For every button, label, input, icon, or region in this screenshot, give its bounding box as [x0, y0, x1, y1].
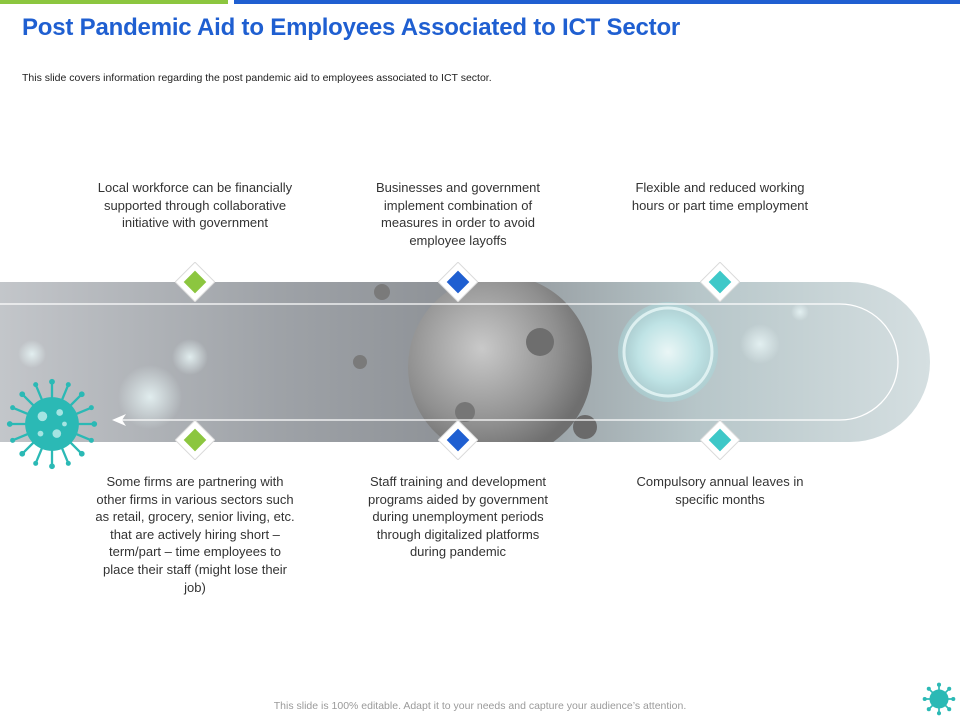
bottom-marker-teal-diamond [700, 420, 740, 460]
top-item-1-text: Local workforce can be financially supported through collaborative initiative with government [97, 180, 293, 231]
page-subtitle: This slide covers information regarding the post pandemic aid to employees associated to ICT sector. [22, 72, 492, 84]
top-item-3-text: Flexible and reduced working hours or part time employment [631, 180, 809, 213]
bottom-item-2-text: Staff training and development programs aided by government during unemployment periods through digitalized platforms during pandemic [368, 474, 548, 560]
page-title: Post Pandemic Aid to Employees Associated to ICT Sector [22, 14, 681, 41]
virus-image-band [0, 282, 930, 442]
top-accent-bar-green [0, 0, 228, 4]
footer-note: This slide is 100% editable. Adapt it to your needs and capture your audience’s attention. [273, 700, 687, 712]
arrow-left-icon [112, 414, 130, 426]
band-graphic [0, 282, 930, 442]
top-item-2-text: Businesses and government implement combination of measures in order to avoid employee layoffs [375, 180, 541, 248]
top-marker-teal-diamond [700, 262, 740, 302]
top-accent-bar-blue [234, 0, 960, 4]
coronavirus-icon [922, 682, 956, 716]
top-marker-green-diamond [175, 262, 215, 302]
coronavirus-icon [4, 376, 100, 472]
bottom-item-3-text: Compulsory annual leaves in specific months [636, 474, 804, 507]
bottom-marker-blue-diamond [438, 420, 478, 460]
top-marker-blue-diamond [438, 262, 478, 302]
bottom-marker-green-diamond [175, 420, 215, 460]
bottom-item-1-text: Some firms are partnering with other firms in various sectors such as retail, grocery, senior living, etc. that are actively hiring short – term/part – time employees to place their staff (might lose their job) [95, 474, 295, 595]
